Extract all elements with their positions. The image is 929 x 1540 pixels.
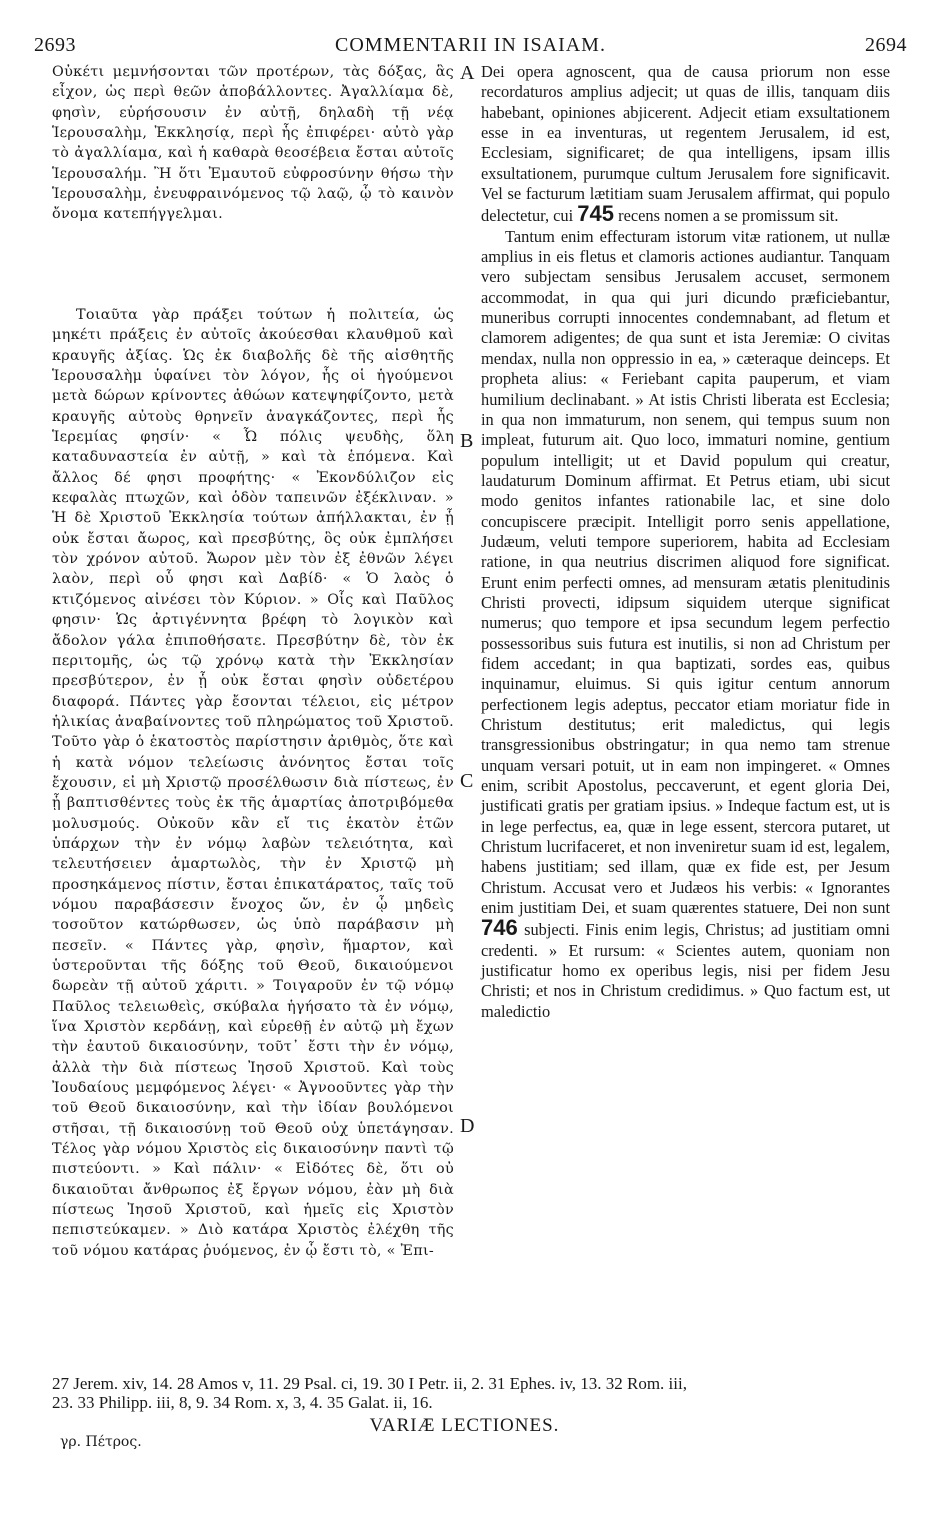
latin-text: Dei opera agnoscent, qua de causa priorum non esse recordaturos amplius adjecit; ut quas de illis, tanquam diis habebant, opiniones abjicerent. Adjecit etiam exsultationem esse in ea inventuras, ut regentem Jerusalem, id est, Ecclesiam, significaret; de qua intelligens, ipsam illis exsultationem, purumque cultum Jerusalem fore significavit. Vel se facturum lætitiam suam Jerusalem affirmat, qui populo delectetur, cui	[481, 62, 890, 226]
running-title: COMMENTARII IN ISAIAM.	[335, 34, 606, 56]
margin-mark-b: B	[460, 430, 474, 452]
margin-column-number: 746	[481, 915, 518, 941]
latin-text: recens nomen a se promissum sit.	[618, 206, 839, 226]
latin-paragraph-1	[481, 62, 890, 227]
latin-column	[481, 62, 890, 1022]
margin-mark-a: A	[460, 62, 475, 84]
latin-text: Tantum enim effecturam istorum vitæ rationem, ut nullæ amplius in eis fletus et clamoris actiones audiantur. Tanquam vero subjectam sensibus Jerusalem accuset, sermonem accommodat, in qua qui juri dicundo præficiebantur, muneribus corrupti innocentes condemnabant, ad fletum et clamorem adigentes; de qua sunt et ista Jeremiæ: O civitas mendax, nulla non oppressio in ea, » cæteraque deinceps. Et propheta alius: « Feriebant capita pauperum, et viam humilium declinabant. » At istis Christi liberata est Ecclesia; in qua non immaturum, non senem, qui tempus suum non impleat, futurum ait. Quo loco, immaturi nomine, gentium populum intelligit; ut et David populum qui creatur, laudaturum Dominum affirmat. Et Petrus etiam, ubi sicut modo genitos infantes rationabile lac, et sine dolo concupiscere præcipit. Intelligit porro senis appellatione, Judæum, veluti tempore superiorem, habita ad Ecclesiam ratione, in qua neutrius discrimen aliquod fore significat. Erunt enim perfecti omnes, ad mensuram ætatis plenitudinis Christi provecti, idipsum siquidem uterque significat numerus; quo tempore et ipsa secundum legem perfectio possessoribus suis futura est inutilis, si non ad Christum per fidem accedant; in qua baptizati, sordes eas, quibus inquinamur, eluimus. Si quis igitur centum annorum perfectionem legis adeptus, peccator etiam moriatur fide in Christum destitutus; erit maledictus, qui legis transgressionibus obstringatur; in qua nemo tam strenue unquam versari potuit, ut in eam non impingeret. « Omnes enim, scribit Apostolus, peccaverunt, et egent gloria Dei, justificati gratis per gratiam ipsius. » Indeque factum est, ut is in lege perfectus, ea, quæ in lege essent, stercora putaret, ut Christum lucrifaceret, et non inveniretur suam id est, legalem, habens justitiam; sed illam, quæ ex fide est, per Jesum Christum. Accusat vero et Judæos his verbis: « Ignorantes enim justitiam Dei, et suam quærentes statuere, Dei non sunt	[481, 226, 890, 918]
latin-text: subjecti. Finis enim legis, Christus; ad justitiam omni credenti. » Et rursum: « Scientes autem, quoniam non justificatur homo ex operibus legis, nisi per fidem Jesu Christi; et nos in Christum credidimus. » Quo factum est, ut maledictio	[481, 920, 890, 1021]
greek-column	[52, 62, 454, 225]
footnote-line: 27 Jerem. xiv, 14. 28 Amos v, 11. 29 Psal. ci, 19. 30 I Petr. ii, 2. 31 Ephes. iv, 13. 32 Rom. iii,	[52, 1374, 687, 1393]
footnotes	[52, 1374, 892, 1412]
latin-paragraph-2	[481, 227, 890, 1022]
greek-column-continued	[52, 305, 454, 1261]
greek-paragraph-2: Τοιαῦτα γὰρ πράξει τούτων ἡ πολιτεία, ὡς μηκέτι πράξεις ἐν αὐτοῖς ἀκούεσθαι κλαυθμοῦ καὶ κραυγῆς ἀξίας. Ὡς ἐκ διαβολῆς δὲ τῆς αἰσθητῆς Ἱερουσαλὴμ ὑφαίνει τὸν λόγον, ἧς οἱ ἡγούμενοι μετὰ δώρων κρίνοντες ἀθώων κατεψηφίζοντο, μετὰ κραυγῆς αὐτοὺς θρηνεῖν ἀναγκάζοντες, περὶ ἧς Ἱερεμίας φησίν· « Ὦ πόλις ψευδὴς, ὅλη καταδυναστεία ἐν αὐτῇ, » καὶ τὰ ἑπόμενα. Καὶ ἄλλος δέ φησι προφήτης· « Ἐκονδύλιζον εἰς κεφαλὰς πτωχῶν, καὶ ὁδὸν ταπεινῶν ἐξέκλιναν. » Ἡ δὲ Χριστοῦ Ἐκκλησία τούτων ἀπήλλακται, ἐν ᾗ οὐκ ἔσται ἄωρος, καὶ πρεσβύτης, ὃς οὐκ ἐμπλήσει τὸν χρόνον αὐτοῦ. Ἄωρον μὲν τὸν ἐξ ἐθνῶν λέγει λαὸν, περὶ οὗ φησι καὶ Δαβίδ· « Ὁ λαὸς ὁ κτιζόμενος αἰνέσει τὸν Κύριον. » Οἷς καὶ Παῦλος φησιν· Ὡς ἀρτιγέννητα βρέφη τὸ λογικὸν καὶ ἄδολον γάλα ἐπιποθήσατε. Πρεσβύτην δὲ, τὸν ἐκ περιτομῆς, ὡς τῷ χρόνῳ κατὰ τὴν Ἐκκλησίαν πρεσβύτερον, ἐν ᾗ οὐκ ἔσται φησὶν οὐδετέρου διαφορά. Πάντες γὰρ ἔσονται τέλειοι, εἰς μέτρον ἡλικίας ἀναβαίνοντες τοῦ πληρώματος τοῦ Χριστοῦ. Τοῦτο γὰρ ὁ ἑκατοστὸς παρίστησιν ἀριθμὸς, ὅτε καὶ ἡ κατὰ νόμον τελείωσις ἀνόνητος ἔσται τοῖς ἔχουσιν, εἰ μὴ Χριστῷ προσέλθωσιν διὰ πίστεως, ἐν ᾗ βαπτισθέντες τοὺς ἐκ τῆς ἁμαρτίας ἀποτριβόμεθα μολυσμούς. Οὐκοῦν κἂν εἴ τις ἑκατὸν ἐτῶν ὑπάρχων τὴν ἐν νόμῳ λαβὼν τελειότητα, καὶ τελευτήσειεν ἁμαρτωλὸς, τὴν ἐν Χριστῷ μὴ προσηκάμενος πίστιν, ἔσται ἐπικατάρατος, ταῖς τοῦ νόμου παραβάσεσιν ἔνοχος ὤν, ἐν ᾧ μηδεὶς τοσοῦτον κατώρθωσεν, ὡς ὑπὸ παράβασιν μὴ πεσεῖν. « Πάντες γὰρ, φησὶν, ἥμαρτον, καὶ ὑστεροῦνται τῆς δόξης τοῦ Θεοῦ, δικαιούμενοι δωρεὰν τῇ αὐτοῦ χάριτι. » Τοιγαροῦν ἐν τῷ νόμῳ Παῦλος τελειωθεὶς, σκύβαλα ἡγήσατο τὰ ἐν νόμῳ, ἵνα Χριστὸν κερδάνῃ, καὶ εὑρεθῇ ἐν αὐτῷ μὴ ἔχων τὴν ἑαυτοῦ δικαιοσύνην, τοῦτ᾽ ἔστι τὴν ἐν νόμῳ, ἀλλὰ τὴν διὰ πίστεως Ἰησοῦ Χριστοῦ. Καὶ τοὺς Ἰουδαίους μεμφόμενος λέγει· « Ἀγνοοῦντες γὰρ τὴν τοῦ Θεοῦ δικαιοσύνην, καὶ τὴν ἰδίαν βουλόμενοι στῆσαι, τῇ δικαιοσύνῃ τοῦ Θεοῦ οὐχ ὑπετάγησαν. Τέλος γὰρ νόμου Χριστὸς εἰς δικαιοσύνην παντὶ τῷ πιστεύοντι. » Καὶ πάλιν· « Εἰδότες δὲ, ὅτι οὐ δικαιοῦται ἄνθρωπος ἐξ ἔργων νόμου, ἐὰν μὴ διὰ πίστεως Ἰησοῦ Χριστοῦ, καὶ ἡμεῖς εἰς Χριστὸν πεπιστεύκαμεν. » Διὸ κατάρα Χριστὸς ἐλέχθη τῆς τοῦ νόμου κατάρας ῥυόμενος, ἐν ᾧ ἔστι τὸ, « Ἐπι-	[52, 307, 454, 1259]
running-header	[34, 34, 907, 60]
margin-mark-c: C	[460, 770, 474, 792]
variae-lectiones-entry: γρ. Πέτρος.	[60, 1434, 142, 1450]
footnote-line: 23. 33 Philipp. iii, 8, 9. 34 Rom. x, 3, 4. 35 Galat. ii, 16.	[52, 1393, 433, 1412]
variae-lectiones-heading: VARIÆ LECTIONES.	[369, 1415, 560, 1436]
margin-mark-d: D	[460, 1115, 475, 1137]
greek-paragraph-1: Οὐκέτι μεμνήσονται τῶν προτέρων, τὰς δόξας, ἃς εἶχον, ὡς περὶ θεῶν ἀποβάλλοντες. Ἀγαλλίαμα δὲ, φησὶν, εὑρήσουσιν ἐν αὐτῇ, δηλαδὴ τῇ νέᾳ Ἱερουσαλὴμ, Ἐκκλησίᾳ, περὶ ἧς ἐπιφέρει· αὐτὸ γὰρ τὸ ἀγαλλίαμα, καὶ ἡ καθαρὰ θεοσέβεια ἔσται αὐτοῖς Ἱερουσαλήμ. Ἢ ὅτι Ἐμαυτοῦ εὐφροσύνην θήσω τὴν Ἱερουσαλὴμ, ἐνευφραινόμενος τῷ λαῷ, ᾧ τὸ καινὸν ὄνομα κατεπήγγελμαι.	[52, 64, 454, 223]
margin-column-number: 745	[577, 201, 615, 227]
page-number-left: 2693	[34, 34, 76, 56]
page-number-right: 2694	[865, 34, 907, 56]
